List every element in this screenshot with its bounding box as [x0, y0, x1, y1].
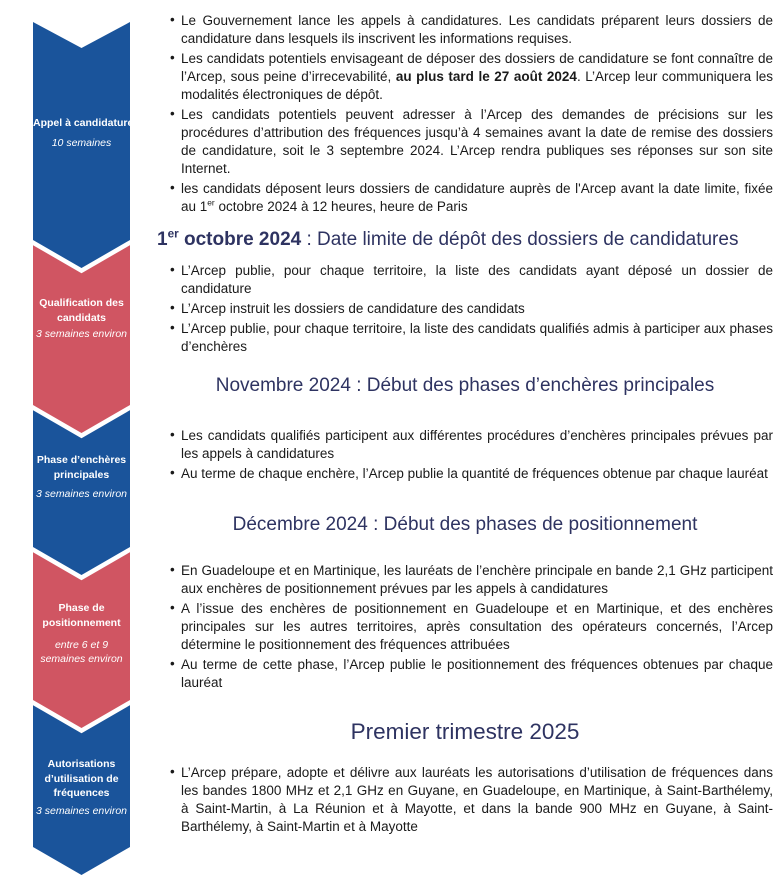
- step-duration: [33, 487, 130, 501]
- heading-date-bold: [157, 229, 301, 250]
- bullet-text: Les candidats potentiels peuvent adresser à l’Arcep des demandes de précisions sur les procédures d’attribution des fréquences jusqu’à 4 semaines avant la date de remise des dossiers de candidature, soit le 3 septembre 2024. L’Arcep rendra publiques ses réponses sur son site Internet.: [181, 107, 773, 176]
- bullet-item: [170, 300, 773, 318]
- step-title-line: principales: [53, 468, 110, 481]
- step-title-line: Phase de: [58, 602, 105, 614]
- bullet-item: [170, 12, 773, 48]
- bullet-item: [170, 180, 773, 216]
- step-title: [33, 757, 130, 801]
- step-title-line: d’utilisation de: [44, 772, 119, 785]
- step-title-line: Phase d’enchères: [36, 454, 127, 466]
- heading-date-pre: 1: [157, 229, 168, 250]
- heading-date-post: octobre 2024: [178, 229, 302, 250]
- step-duration: [33, 327, 130, 341]
- step-title: [33, 453, 130, 482]
- step-duration: [33, 638, 130, 666]
- bullet-item: [170, 600, 773, 654]
- bullet-item: [170, 562, 773, 598]
- bullet-text: L’Arcep instruit les dossiers de candidature des candidats: [181, 301, 525, 316]
- bullet-item: [170, 656, 773, 692]
- bullet-text: L’Arcep publie, pour chaque territoire, la liste des candidats ayant déposé un dossier de candidature: [181, 263, 773, 296]
- section-authorizations-bullets: [170, 764, 773, 838]
- step-title: [33, 296, 130, 325]
- section-position-bullets: [170, 562, 773, 694]
- step-title-line: Qualification des: [39, 297, 124, 309]
- step-duration-line: 10 semaines: [51, 136, 112, 149]
- bullet-item: [170, 764, 773, 836]
- bullet-text: En Guadeloupe et en Martinique, les lauréats de l’enchère principale en bande 2,1 GHz participent aux enchères de positionnement prévues par les appels à candidatures: [181, 563, 773, 596]
- bullet-item: [170, 106, 773, 178]
- step-title-line: Autorisations: [47, 758, 116, 770]
- bullet-text: L’Arcep prépare, adopte et délivre aux lauréats les autorisations d’utilisation de fréquences dans les bandes 1800 MHz et 2,1 GHz en Guyane, en Guadeloupe, en Martinique, à Saint-Barthélemy, à Saint-Martin, à La Réunion et à Mayotte, et dans la bande 900 MHz en Guyane, à Saint-Barthélemy, à Saint-Martin et à Mayotte: [181, 765, 773, 834]
- timeline-rail: [0, 0, 163, 890]
- heading-december-positioning: Décembre 2024 : Début des phases de positionnement: [232, 514, 698, 535]
- step-title: [33, 116, 134, 131]
- bullet-text: les candidats déposent leurs dossiers de candidature auprès de l'Arcep avant la date limite, fixée au 1: [181, 181, 773, 214]
- bullet-text: L’Arcep publie, pour chaque territoire, la liste des candidats qualifiés admis à participer aux phases d’enchères: [181, 321, 773, 354]
- section-launch-bullets: [170, 12, 773, 218]
- step-duration: [33, 136, 130, 150]
- step-duration: [33, 804, 130, 818]
- step-duration-line: 3 semaines environ: [35, 804, 128, 817]
- step-title-line: fréquences: [53, 787, 110, 799]
- heading-november-auctions: Novembre 2024 : Début des phases d’enchères principales: [215, 375, 715, 396]
- bullet-text: octobre 2024 à 12 heures, heure de Paris: [214, 199, 468, 214]
- step-duration-line: semaines environ: [40, 653, 123, 665]
- bullet-item: [170, 465, 773, 483]
- bullet-item: [170, 427, 773, 463]
- bullet-item: [170, 50, 773, 104]
- bullet-text: Le Gouvernement lance les appels à candidatures. Les candidats préparent leurs dossiers de candidature dans lesquels ils inscrivent les informations requises.: [181, 13, 773, 46]
- section-auction-bullets: [170, 427, 773, 485]
- timeline-step-positionnement: [33, 601, 130, 666]
- bullet-text: A l’issue des enchères de positionnement en Guadeloupe et en Martinique, et des enchères principales sur les autres territoires, après consultation des opérateurs concernés, l’Arcep détermine le positionnement des fréquences attribuées: [181, 601, 773, 652]
- content-column: [157, 0, 773, 890]
- heading-rest: : Date limite de dépôt des dossiers de candidatures: [301, 229, 739, 250]
- step-title-line: positionnement: [42, 616, 121, 629]
- heading-october-deadline: [157, 228, 773, 252]
- timeline-step-appel: [33, 116, 134, 150]
- bullet-text: Les candidats potentiels envisageant de déposer des dossiers de candidature se font connaître de l’Arcep, sous peine d’irrecevabilité,: [181, 51, 773, 84]
- step-title-line: candidats: [56, 311, 106, 324]
- timeline-step-autorisations: [33, 757, 130, 818]
- step-duration-line: entre 6 et 9: [54, 639, 109, 651]
- bullet-text: Au terme de chaque enchère, l’Arcep publie la quantité de fréquences obtenue par chaque lauréat: [181, 466, 768, 481]
- step-duration-line: 3 semaines environ: [35, 488, 128, 500]
- superscript: er: [167, 227, 179, 241]
- section-deposit-bullets: [170, 262, 773, 358]
- timeline-step-qualification: [33, 296, 130, 341]
- step-title: [33, 601, 130, 630]
- heading-q1-2025: Premier trimestre 2025: [350, 719, 580, 744]
- bullet-item: [170, 320, 773, 356]
- bullet-text: . L’Arcep leur communiquera les modalités électroniques de dépôt.: [181, 69, 774, 102]
- step-title-line: Appel à candidature: [33, 117, 134, 129]
- bullet-text: Les candidats qualifiés participent aux différentes procédures d’enchères principales prévues par les appels à candidatures: [181, 428, 773, 461]
- bullet-item: [170, 262, 773, 298]
- bullet-text: Au terme de cette phase, l’Arcep publie le positionnement des fréquences obtenues par chaque lauréat: [181, 657, 773, 690]
- bullet-text-bold: au plus tard le 27 août 2024: [395, 69, 577, 84]
- superscript: er: [207, 197, 215, 208]
- step-duration-line: 3 semaines environ: [35, 328, 128, 340]
- timeline-step-encheres: [33, 453, 130, 501]
